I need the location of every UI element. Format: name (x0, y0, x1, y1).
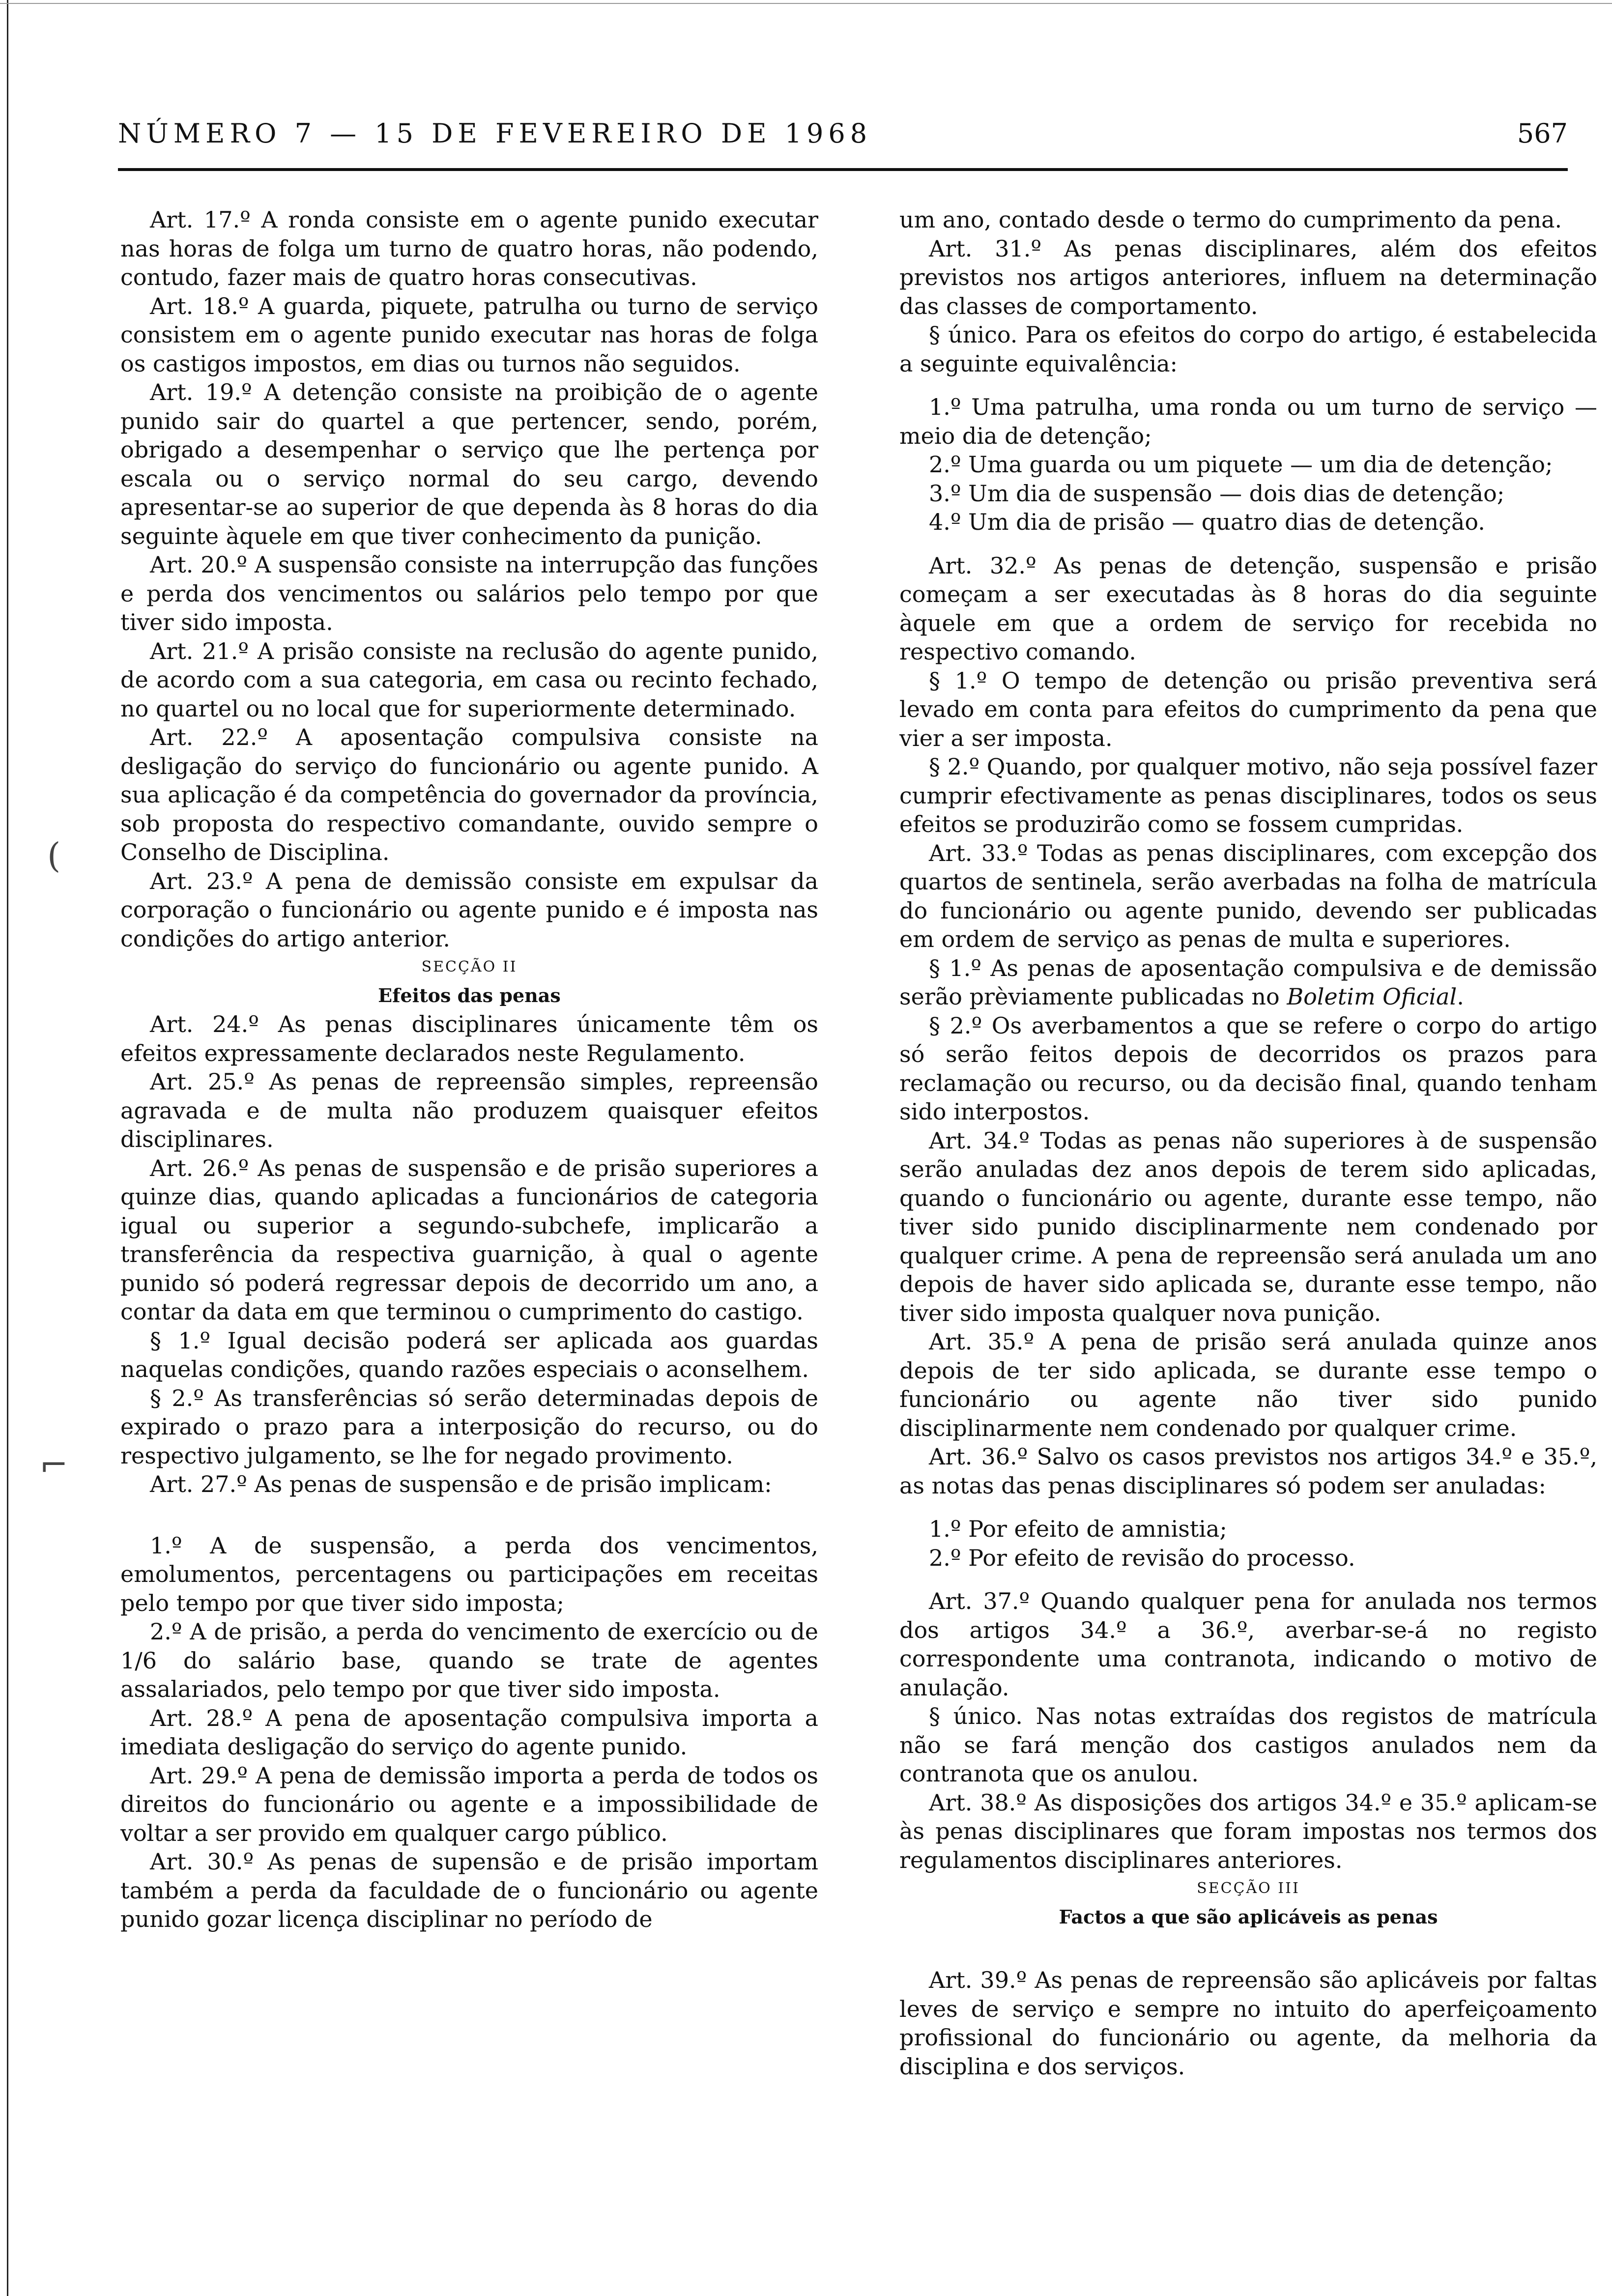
section-heading: SECÇÃO II (421, 958, 518, 976)
section-title: Efeitos das penas (378, 984, 561, 1006)
list-item: 2.º Por efeito de revisão do processo. (929, 1544, 1355, 1571)
paragraph-1: § 1.º O tempo de detenção ou prisão preventiva será levado em conta para efeitos do cumprimento da pena que vier a ser imposta. (899, 667, 1597, 751)
section-heading: SECÇÃO III (1197, 1880, 1300, 1897)
article-29: Art. 29.º A pena de demissão importa a perda de todos os direitos do funcionário ou agente e a impossibilidade de voltar a ser provido em qualquer cargo público. (120, 1762, 818, 1846)
article-25: Art. 25.º As penas de repreensão simples, repreensão agravada e de multa não produzem quaisquer efeitos disciplinares. (120, 1068, 818, 1152)
article-37: Art. 37.º Quando qualquer pena for anulada nos termos dos artigos 34.º a 36.º, averbar-se-á no registo correspondente uma contranota, indicando o motivo de anulação. (899, 1588, 1597, 1701)
article-21: Art. 21.º A prisão consiste na reclusão do agente punido, de acordo com a sua categoria, em casa ou recinto fechado, no quartel ou no local que for superiormente determinado. (120, 637, 818, 722)
paragraph-2: § 2.º As transferências só serão determinadas depois de expirado o prazo para a interposição do recurso, ou do respectivo julgamento, se lhe for negado provimento. (120, 1384, 818, 1469)
article-30: Art. 30.º As penas de supensão e de prisão importam também a perda da faculdade de o funcionário ou agente punido gozar licença disciplinar no período de (120, 1848, 818, 1932)
list-item: 2.º A de prisão, a perda do vencimento de exercício ou de 1/6 do salário base, quando se trate de agentes assalariados, pelo tempo por que tiver sido imposta. (120, 1618, 818, 1702)
article-31: Art. 31.º As penas disciplinares, além dos efeitos previstos nos artigos anteriores, influem na determinação das classes de comportamento. (899, 235, 1597, 319)
article-23: Art. 23.º A pena de demissão consiste em expulsar da corporação o funcionário ou agente punido e é imposta nas condições do artigo anterior. (120, 867, 818, 952)
paragraph-end: . (1457, 983, 1464, 1010)
left-column (120, 205, 818, 1934)
margin-mark: ( (47, 835, 61, 876)
margin-mark: ⌐ (39, 1445, 68, 1485)
page-number: 567 (1517, 118, 1568, 149)
publication-title: Boletim Oficial (1287, 983, 1457, 1010)
article-22: Art. 22.º A aposentação compulsiva consiste na desligação do serviço do funcionário ou agente punido. A sua aplicação é da competência do governador da província, sob proposta do respectivo comandante, ouvido sempre o Conselho de Disciplina. (120, 724, 818, 865)
paragraph-2: § 2.º Os averbamentos a que se refere o corpo do artigo só serão feitos depois de decorridos os prazos para reclamação ou recurso, ou da decisão final, quando tenham sido interpostos. (899, 1012, 1597, 1125)
list-item: 2.º Uma guarda ou um piquete — um dia de detenção; (929, 451, 1553, 478)
page-edge-top (0, 3, 1612, 4)
article-27: Art. 27.º As penas de suspensão e de prisão implicam: (150, 1471, 772, 1497)
header-title: NÚMERO 7 — 15 DE FEVEREIRO DE 1968 (118, 118, 872, 149)
list-item: 1.º A de suspensão, a perda dos vencimentos, emolumentos, percentagens ou participações em receitas pelo tempo por que tiver sido imposta; (120, 1532, 818, 1616)
article-32: Art. 32.º As penas de detenção, suspensão e prisão começam a ser executadas às 8 horas do dia seguinte àquele em que a ordem de serviço for recebida no respectivo comando. (899, 552, 1597, 665)
header-rule (118, 168, 1568, 171)
continued-text: um ano, contado desde o termo do cumprimento da pena. (899, 206, 1562, 233)
right-column (899, 205, 1597, 2081)
paragraph-1 (899, 954, 1597, 1011)
list-item: 3.º Um dia de suspensão — dois dias de detenção; (929, 480, 1505, 507)
paragraph-unico: § único. Nas notas extraídas dos registos de matrícula não se fará menção dos castigos anulados nem da contranota que os anulou. (899, 1703, 1597, 1787)
page-edge-left (7, 0, 8, 2296)
paragraph-1: § 1.º Igual decisão poderá ser aplicada aos guardas naquelas condições, quando razões especiais o aconselhem. (120, 1327, 818, 1382)
article-35: Art. 35.º A pena de prisão será anulada quinze anos depois de ter sido aplicada, se durante esse tempo o funcionário ou agente não tiver sido punido disciplinarmente nem condenado por qualquer crime. (899, 1328, 1597, 1441)
paragraph-text: § 1.º As penas de aposentação compulsiva e de demissão serão prèviamente publicadas no (899, 954, 1597, 1010)
article-39: Art. 39.º As penas de repreensão são aplicáveis por faltas leves de serviço e sempre no intuito do aperfeiçoamento profissional do funcionário ou agente, da melhoria da disciplina e dos serviços. (899, 1967, 1597, 2080)
section-title: Factos a que são aplicáveis as penas (1059, 1906, 1438, 1928)
paragraph-unico: § único. Para os efeitos do corpo do artigo, é estabelecida a seguinte equivalência: (899, 321, 1597, 377)
article-20: Art. 20.º A suspensão consiste na interrupção das funções e perda dos vencimentos ou salários pelo tempo por que tiver sido imposta. (120, 551, 818, 635)
article-24: Art. 24.º As penas disciplinares únicamente têm os efeitos expressamente declarados neste Regulamento. (120, 1011, 818, 1066)
article-26: Art. 26.º As penas de suspensão e de prisão superiores a quinze dias, quando aplicadas a funcionários de categoria igual ou superior a segundo-subchefe, implicarão a transferência da respectiva guarnição, à qual o agente punido só poderá regressar depois de decorrido um ano, a contar da data em que terminou o cumprimento do castigo. (120, 1154, 818, 1325)
paragraph-2: § 2.º Quando, por qualquer motivo, não seja possível fazer cumprir efectivamente as penas disciplinares, todos os seus efeitos se produzirão como se fossem cumpridas. (899, 753, 1597, 837)
article-34: Art. 34.º Todas as penas não superiores à de suspensão serão anuladas dez anos depois de terem sido aplicadas, quando o funcionário ou agente, durante esse tempo, não tiver sido punido disciplinarmente nem condenado por qualquer crime. A pena de repreensão será anulada um ano depois de haver sido aplicada se, durante esse tempo, não tiver sido imposta qualquer nova punição. (899, 1127, 1597, 1326)
article-36: Art. 36.º Salvo os casos previstos nos artigos 34.º e 35.º, as notas das penas disciplinares só podem ser anuladas: (899, 1443, 1597, 1499)
list-item: 1.º Por efeito de amnistia; (929, 1516, 1227, 1542)
article-19: Art. 19.º A detenção consiste na proibição de o agente punido sair do quartel a que pertencer, sendo, porém, obrigado a desempenhar o serviço que lhe pertença por escala ou o serviço normal do seu cargo, devendo apresentar-se ao superior de que dependa às 8 horas do dia seguinte àquele em que tiver conhecimento da punição. (120, 379, 818, 549)
article-38: Art. 38.º As disposições dos artigos 34.º e 35.º aplicam-se às penas disciplinares que foram impostas nos termos dos regulamentos disciplinares anteriores. (899, 1789, 1597, 1873)
article-17: Art. 17.º A ronda consiste em o agente punido executar nas horas de folga um turno de quatro horas, não podendo, contudo, fazer mais de quatro horas consecutivas. (120, 206, 818, 290)
list-item: 4.º Um dia de prisão — quatro dias de detenção. (929, 509, 1485, 535)
list-item: 1.º Uma patrulha, uma ronda ou um turno de serviço — meio dia de detenção; (899, 394, 1597, 449)
page-header (118, 109, 1568, 158)
article-33: Art. 33.º Todas as penas disciplinares, com excepção dos quartos de sentinela, serão averbadas na folha de matrícula do funcionário ou agente punido, devendo ser publicadas em ordem de serviço as penas de multa e superiores. (899, 839, 1597, 952)
article-28: Art. 28.º A pena de aposentação compulsiva importa a imediata desligação do serviço do agente punido. (120, 1704, 818, 1760)
article-18: Art. 18.º A guarda, piquete, patrulha ou turno de serviço consistem em o agente punido executar nas horas de folga os castigos impostos, em dias ou turnos não seguidos. (120, 292, 818, 377)
